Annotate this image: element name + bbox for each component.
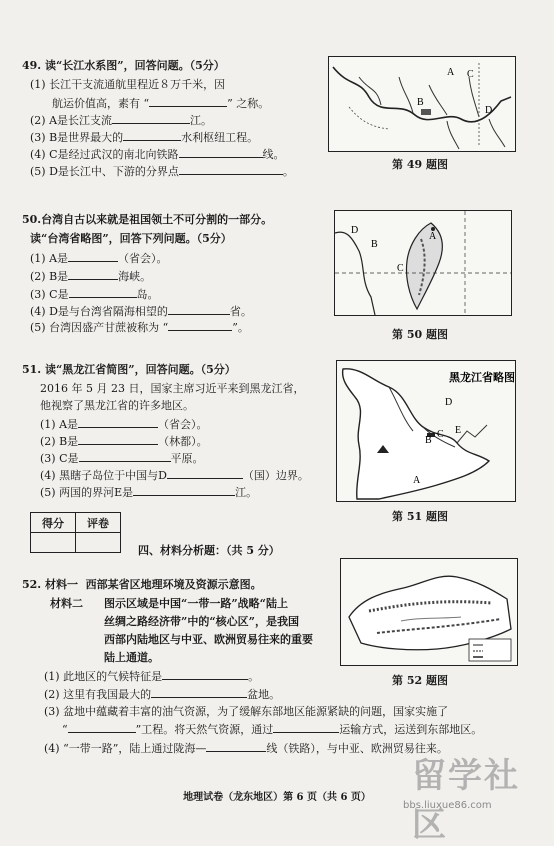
q50-line2: (2) B是 海峡。 <box>30 270 152 283</box>
q50-map-label-d: D <box>351 225 359 236</box>
score-cell[interactable] <box>31 533 76 553</box>
q50-line1: (1) A是 （省会）。 <box>30 252 168 265</box>
q52-line2: (2) 这里有我国最大的 盆地。 <box>44 688 281 701</box>
q50-map-label-c: C <box>397 263 404 274</box>
q51-stem: 51. 读“黑龙江省简图”，回答问题。（5分） <box>22 363 236 376</box>
q52-blank5[interactable] <box>206 740 266 752</box>
score-table <box>30 512 121 553</box>
q49-line4: (4) C是经过武汉的南北向铁路 线。 <box>30 148 285 161</box>
q51-line3: (3) C是 平原。 <box>40 452 204 465</box>
q52-blank1[interactable] <box>162 668 248 680</box>
watermark-logo: 留学社区 <box>412 756 520 845</box>
q52-caption: 第 52 题图 <box>392 674 448 687</box>
q50-line4: (4) D是与台湾省隔海相望的 省。 <box>30 305 252 318</box>
q51-map-title: 黑龙江省略图 <box>449 372 515 384</box>
q51-line4: (4) 黑瞎子岛位于中国与D （国）边界。 <box>40 469 309 482</box>
q52-blank3[interactable] <box>68 721 136 733</box>
q49-blank4[interactable] <box>179 146 263 158</box>
q51-map-label-c: C <box>437 429 444 440</box>
yangtze-river-drawing <box>329 57 515 151</box>
q51-paragraph1: 2016 年 5 月 23 日，国家主席习近平来到黑龙江省， <box>40 382 305 395</box>
q52-material1: 52. 材料一 西部某省区地理环境及资源示意图。 <box>22 578 262 591</box>
q50-map-label-a: A <box>429 231 437 242</box>
q49-line1b: 航运价值高，素有 “ ” 之称。 <box>52 97 270 110</box>
page-footer: 地理试卷（龙东地区）第 6 页（共 6 页） <box>183 792 371 803</box>
q50-caption: 第 50 题图 <box>392 328 448 341</box>
q51-blank2[interactable] <box>78 433 158 445</box>
q50-blank3[interactable] <box>69 286 137 298</box>
q49-map-label-a: A <box>447 67 455 78</box>
q49-map-label-c: C <box>467 69 474 80</box>
q50-line3: (3) C是 岛。 <box>30 288 159 301</box>
q52-xinjiang-map <box>340 558 518 666</box>
q52-blank2[interactable] <box>151 686 247 698</box>
q49-line2: (2) A是长江支流 江。 <box>30 114 213 127</box>
q49-line5: (5) D是长江中、下游的分界点 。 <box>30 165 294 178</box>
q51-line5: (5) 两国的界河E是 江。 <box>40 486 258 499</box>
q51-map-label-b: B <box>425 435 432 446</box>
q52-material2-line1: 图示区域是中国“一带一路”战略“陆上 <box>104 597 288 610</box>
q50-blank1[interactable] <box>68 250 118 262</box>
reviewer-header: 评卷 <box>76 513 121 533</box>
q52-material2-line4: 陆上通道。 <box>104 651 159 664</box>
q49-yangtze-map <box>328 56 516 152</box>
q49-map-label-b: B <box>417 97 424 108</box>
taiwan-drawing <box>335 211 511 315</box>
q49-stem: 49. 读“长江水系图”，回答问题。（5分） <box>22 59 225 72</box>
q50-line5: (5) 台湾因盛产甘蔗被称为 “ ”。 <box>30 321 249 334</box>
reviewer-cell[interactable] <box>76 533 121 553</box>
watermark-url: bbs.liuxue86.com <box>403 800 492 811</box>
q51-blank5[interactable] <box>133 484 235 496</box>
q49-line1a: (1) 长江干支流通航里程近８万千米，因 <box>30 78 226 91</box>
q51-paragraph2: 他视察了黑龙江省的许多地区。 <box>40 399 194 412</box>
q51-map-label-e: E <box>455 425 462 436</box>
q50-stem: 50.台湾自古以来就是祖国领土不可分割的一部分。 <box>22 213 273 226</box>
q49-blank2[interactable] <box>112 112 190 124</box>
q50-blank5[interactable] <box>168 319 232 331</box>
heilongjiang-drawing <box>337 361 515 501</box>
q52-material2-line2: 丝绸之路经济带”中的“核心区”，是我国 <box>104 615 299 628</box>
q50-map-label-b: B <box>371 239 378 250</box>
q52-blank4[interactable] <box>273 721 339 733</box>
q49-caption: 第 49 题图 <box>392 158 448 171</box>
q49-line3: (3) B是世界最大的 水利枢纽工程。 <box>30 131 259 144</box>
q52-line3b: “ ”工程。将天然气资源，通过 运输方式，运送到东部地区。 <box>62 723 483 736</box>
q50-blank4[interactable] <box>168 303 230 315</box>
q51-caption: 第 51 题图 <box>392 510 448 523</box>
q51-line1: (1) A是 （省会）。 <box>40 418 208 431</box>
q52-line1: (1) 此地区的气候特征是 。 <box>44 670 260 683</box>
score-header: 得分 <box>31 513 76 533</box>
q50-stem2: 读“台湾省略图”，回答下列问题。（5分） <box>30 232 232 245</box>
section-4-heading: 四、材料分析题：（共 5 分） <box>138 544 280 557</box>
q50-blank2[interactable] <box>68 268 118 280</box>
q51-blank3[interactable] <box>79 450 171 462</box>
q50-taiwan-map <box>334 210 512 316</box>
q49-blank5[interactable] <box>179 163 283 175</box>
q52-line3a: (3) 盆地中蕴藏着丰富的油气资源，为了缓解东部地区能源紧缺的问题，国家实施了 <box>44 705 449 718</box>
q51-blank4[interactable] <box>167 467 243 479</box>
q51-map-label-d: D <box>445 397 453 408</box>
q49-blank1[interactable] <box>149 95 227 107</box>
q51-line2: (2) B是 （林都）。 <box>40 435 208 448</box>
q52-material2-line3: 西部内陆地区与中亚、欧洲贸易往来的重要 <box>104 633 313 646</box>
q51-map-label-a: A <box>413 475 421 486</box>
q49-map-label-d: D <box>485 105 493 116</box>
xinjiang-drawing <box>341 559 517 665</box>
q52-material2-label: 材料二 <box>50 597 83 610</box>
q52-line4: (4) “一带一路”，陆上通过陇海— 线（铁路），与中亚、欧洲贸易往来。 <box>44 742 448 755</box>
q51-blank1[interactable] <box>78 416 158 428</box>
q51-heilongjiang-map <box>336 360 516 502</box>
q49-blank3[interactable] <box>123 129 181 141</box>
